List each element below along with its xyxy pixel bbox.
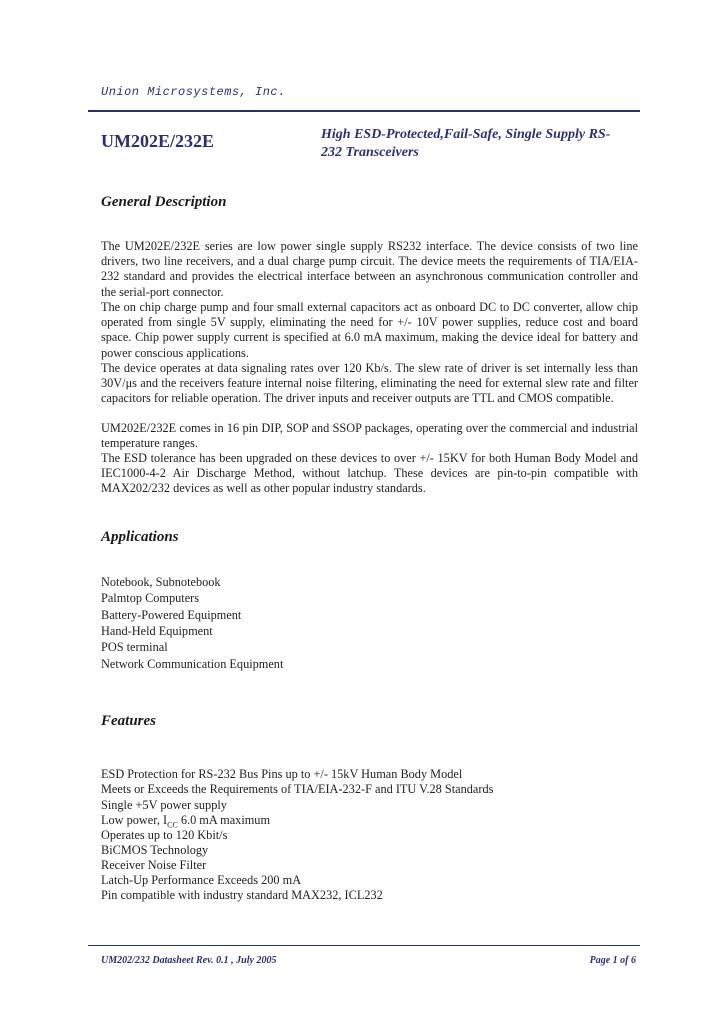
application-item: Palmtop Computers [101,591,200,605]
application-item: Network Communication Equipment [101,657,284,671]
application-item: Notebook, Subnotebook [101,575,221,589]
application-item: POS terminal [101,640,168,654]
description-paragraph: The device operates at data signaling rates over 120 Kb/s. The slew rate of driver is set internally less than 30V/μs and the receivers feature internal noise filtering, eliminating the need for external slew rate and filter capacitors for reliable operation. The driver inputs and receiver outputs are TTL and CMOS compatible. [101,361,638,406]
part-number: UM202E/232E [101,131,215,151]
feature-low-power-label: Low power, I [101,813,168,827]
applications-heading: Applications [101,529,179,545]
footer-page-number: Page 1 of 6 [589,955,636,966]
feature-item: Single +5V power supply [101,798,227,812]
header-rule [88,110,640,112]
feature-item: Meets or Exceeds the Requirements of TIA/EIA-232-F and ITU V.28 Standards [101,782,494,796]
description-paragraph: The UM202E/232E series are low power single supply RS232 interface. The device consists of two line drivers, two line receivers, and a dual charge pump circuit. The device meets the requirements of TIA/EIA-232 standard and provides the electrical interface between an asynchronous communication controller and the serial-port connector. [101,239,638,299]
application-item: Hand-Held Equipment [101,624,213,638]
features-heading: Features [101,713,157,729]
feature-item: Receiver Noise Filter [101,858,207,872]
application-item: Battery-Powered Equipment [101,608,242,622]
description-paragraph: The ESD tolerance has been upgraded on these devices to over +/- 15KV for both Human Body Model and IEC1000-4-2 Air Discharge Method, without latchup. These devices are pin-to-pin compatible with MAX202/232 devices as well as other popular industry standards. [101,451,638,496]
description-paragraph: UM202E/232E comes in 16 pin DIP, SOP and SSOP packages, operating over the commercial and industrial temperature ranges. [101,421,638,451]
feature-item: Pin compatible with industry standard MAX232, ICL232 [101,888,383,902]
feature-item: Operates up to 120 Kbit/s [101,828,228,842]
document-title: High ESD-Protected,Fail-Safe, Single Supply RS-232 Transceivers [321,127,611,160]
feature-low-power-subscript: CC [167,820,178,830]
footer-rule [88,945,640,946]
feature-item: BiCMOS Technology [101,843,209,857]
description-paragraph: The on chip charge pump and four small external capacitors act as onboard DC to DC converter, allow chip operated from single 5V supply, eliminating the need for +/- 10V power supplies, reduce cost and board space. Chip power supply current is specified at 6.0 mA maximum, making the device ideal for battery and power conscious applications. [101,300,638,360]
company-name: Union Microsystems, Inc. [101,85,286,99]
feature-item: ESD Protection for RS-232 Bus Pins up to +/- 15kV Human Body Model [101,767,463,781]
general-description-heading: General Description [101,194,227,210]
feature-low-power-value: 6.0 mA maximum [177,813,271,827]
footer-revision: UM202/232 Datasheet Rev. 0.1 , July 2005 [101,955,277,966]
feature-item: Latch-Up Performance Exceeds 200 mA [101,873,302,887]
